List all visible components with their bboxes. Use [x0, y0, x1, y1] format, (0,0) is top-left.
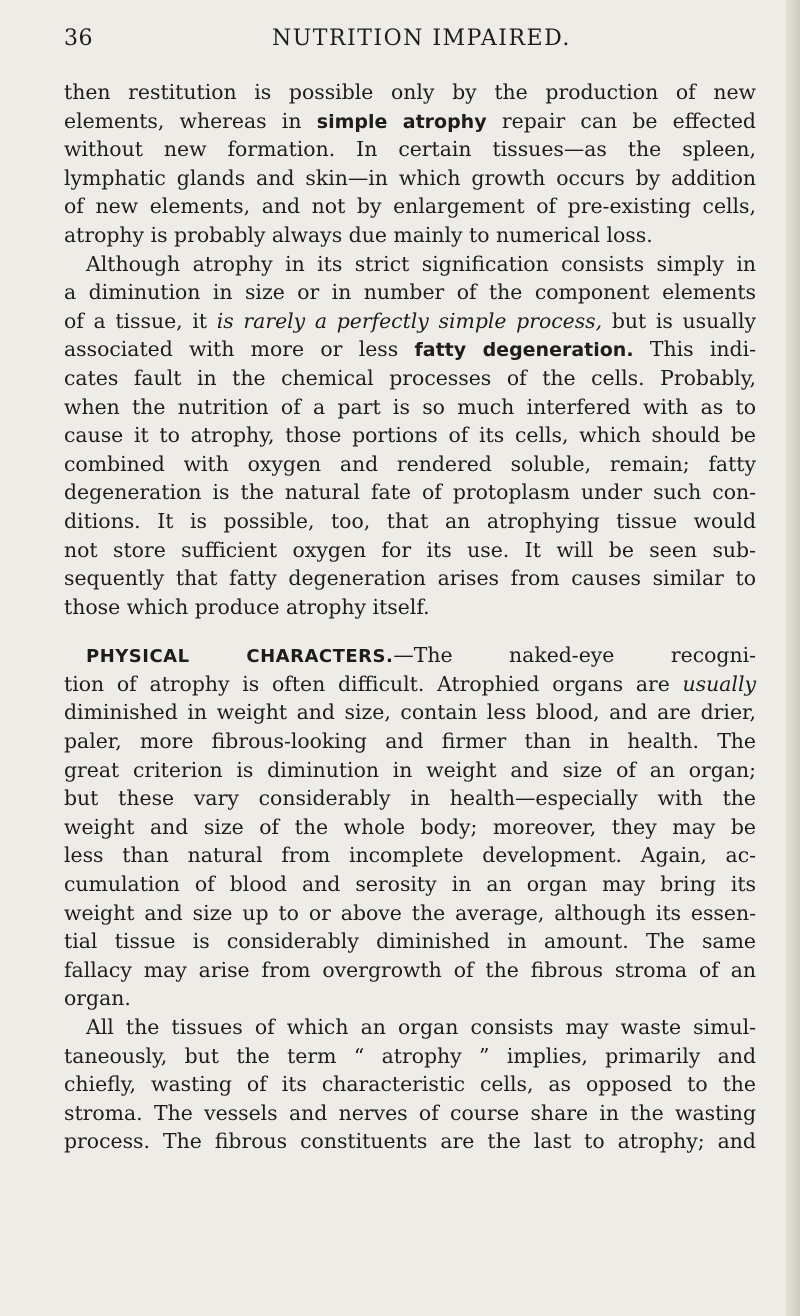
text-line: weight and size of the whole body; moreover, they may be — [64, 814, 756, 839]
text-line: weight and size up to or above the average, although its essen- — [64, 900, 756, 925]
page-edge — [786, 0, 800, 1316]
text-line: without new formation. In certain tissues—as the spleen, — [64, 137, 756, 162]
text-line: those which produce atrophy itself. — [64, 594, 430, 619]
text-span: repair can be effected — [501, 108, 756, 133]
text-line — [64, 307, 756, 336]
text-line: taneously, but the term “ atrophy ” implies, primarily and — [64, 1043, 756, 1068]
text-span: —The naked-eye recogni- — [393, 643, 756, 668]
text-line: when the nutrition of a part is so much interfered with as to — [64, 394, 756, 419]
text-line: a diminution in size or in number of the component elements — [64, 280, 756, 305]
text-line: diminished in weight and size, contain less blood, and are drier, — [64, 700, 756, 725]
text-line: cumulation of blood and serosity in an organ may bring its — [64, 872, 756, 897]
emphasis-italic: is rarely a perfectly simple process, — [216, 308, 603, 333]
text-line: atrophy is probably always due mainly to numerical loss. — [64, 222, 653, 247]
text-line: sequently that fatty degeneration arises from causes similar to — [64, 566, 756, 591]
paragraph-gap — [64, 621, 756, 641]
text-line: but these vary considerably in health—especially with the — [64, 786, 756, 811]
text-line: degeneration is the natural fate of protoplasm under such con- — [64, 480, 756, 505]
body-text — [64, 78, 756, 1156]
page-number: 36 — [64, 26, 93, 51]
page-header — [64, 26, 754, 60]
text-line: not store sufficient oxygen for its use. It will be seen sub- — [64, 537, 756, 562]
text-line: combined with oxygen and rendered soluble, remain; fatty — [64, 451, 756, 476]
text-line: then restitution is possible only by the production of new — [64, 80, 756, 104]
text-line: paler, more fibrous-looking and firmer than in health. The — [64, 729, 756, 754]
text-line: chiefly, wasting of its characteristic cells, as opposed to the — [64, 1072, 756, 1097]
emphasis-fatty-degeneration: fatty degeneration. — [414, 339, 634, 362]
text-line: stroma. The vessels and nerves of course share in the wasting — [64, 1100, 756, 1125]
text-line: All the tissues of which an organ consists may waste simul- — [86, 1015, 756, 1039]
text-line: process. The fibrous constituents are the last to atrophy; and — [64, 1129, 756, 1154]
text-span: This indi- — [633, 337, 756, 362]
text-line: cause it to atrophy, those portions of its cells, which should be — [64, 423, 756, 448]
text-span: but is usually — [602, 308, 756, 333]
running-head: NUTRITION IMPAIRED. — [272, 26, 571, 51]
text-line: great criterion is diminution in weight and size of an organ; — [64, 757, 756, 782]
text-span: associated with more or less — [64, 337, 415, 362]
text-line: tial tissue is considerably diminished in amount. The same — [64, 929, 756, 954]
text-line: fallacy may arise from overgrowth of the fibrous stroma of an — [64, 957, 756, 982]
section-heading: PHYSICAL CHARACTERS. — [86, 646, 394, 668]
text-line: cates fault in the chemical processes of the cells. Probably, — [64, 365, 756, 390]
text-line — [64, 641, 756, 670]
text-line: lymphatic glands and skin—in which growth occurs by addition — [64, 165, 756, 190]
text-span: elements, whereas in — [64, 108, 302, 133]
text-line — [64, 107, 756, 136]
text-line: ditions. It is possible, too, that an atrophying tissue would — [64, 508, 756, 533]
emphasis-italic: usually — [682, 671, 756, 696]
text-line: of new elements, and not by enlargement of pre-existing cells, — [64, 194, 756, 219]
text-line — [64, 670, 756, 699]
text-line: less than natural from incomplete development. Again, ac- — [64, 843, 756, 868]
emphasis-simple-atrophy: simple atrophy — [301, 110, 502, 133]
text-span: of a tissue, it — [64, 308, 217, 333]
text-line: Although atrophy in its strict signification consists simply in — [86, 251, 756, 276]
text-line: organ. — [64, 986, 131, 1011]
text-span: tion of atrophy is often difficult. Atrophied organs are — [64, 671, 683, 696]
text-line — [64, 335, 756, 364]
